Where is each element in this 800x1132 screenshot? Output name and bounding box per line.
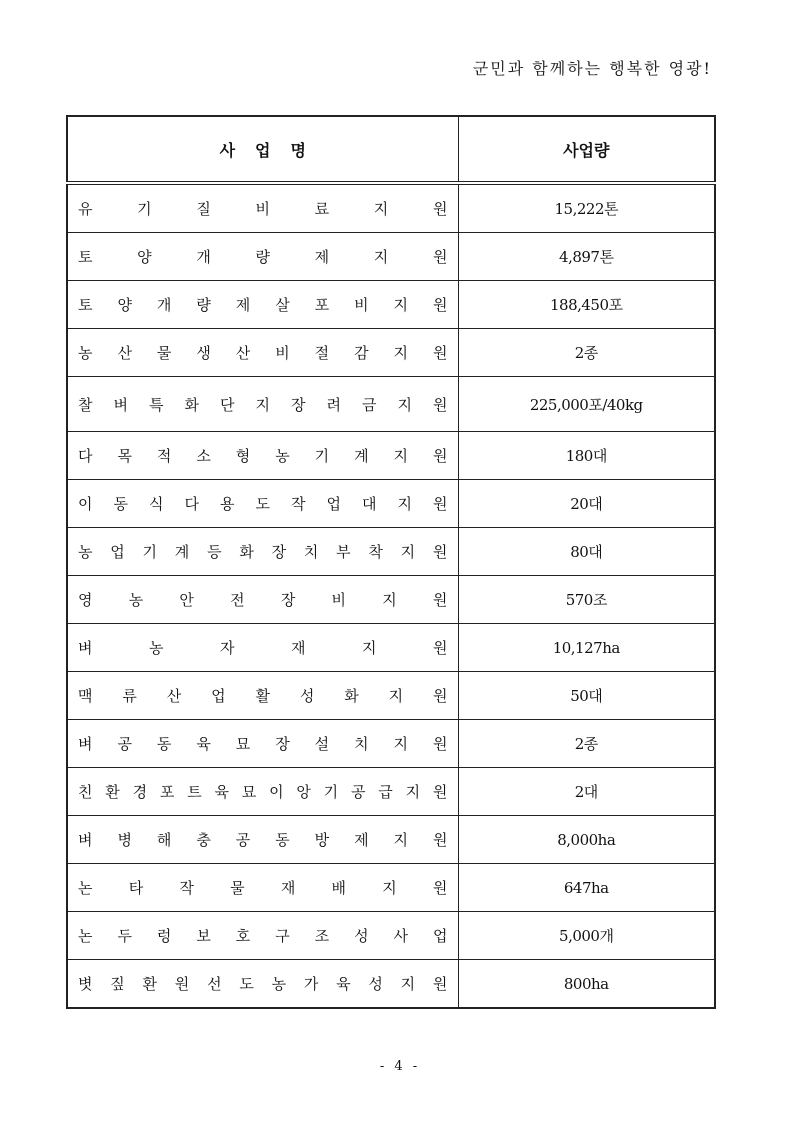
table-row: [67, 960, 715, 1009]
project-amount: 4,897톤: [458, 233, 715, 281]
project-name: 찰 벼 특 화 단 지 장 려 금 지 원: [78, 395, 448, 414]
project-name-cell: [67, 912, 458, 960]
project-name-cell: [67, 183, 458, 233]
project-amount: 225,000포/40kg: [458, 377, 715, 432]
project-amount: 2종: [458, 720, 715, 768]
project-name-cell: [67, 281, 458, 329]
table-row: [67, 233, 715, 281]
project-amount: 2대: [458, 768, 715, 816]
project-name: 농 업 기 계 등 화 장 치 부 착 지 원: [78, 543, 448, 561]
project-name: 영 농 안 전 장 비 지 원: [78, 591, 448, 609]
project-amount: 800ha: [458, 960, 715, 1009]
table-row: [67, 432, 715, 480]
project-name-cell: [67, 672, 458, 720]
table-row: [67, 624, 715, 672]
project-table: [66, 115, 716, 1009]
project-name-cell: [67, 864, 458, 912]
project-amount: 15,222톤: [458, 183, 715, 233]
table-row: [67, 912, 715, 960]
project-name: 토 양 개 량 제 지 원: [78, 248, 448, 266]
project-name: 볏 짚 환 원 선 도 농 가 육 성 지 원: [78, 975, 448, 993]
project-name-cell: [67, 720, 458, 768]
project-name-cell: [67, 480, 458, 528]
project-amount: 647ha: [458, 864, 715, 912]
table-row: [67, 377, 715, 432]
column-header-project-amount: 사업량: [458, 116, 715, 183]
table-row: [67, 480, 715, 528]
project-name-cell: [67, 768, 458, 816]
project-amount: 188,450포: [458, 281, 715, 329]
project-amount: 180대: [458, 432, 715, 480]
project-amount: 50대: [458, 672, 715, 720]
project-name: 이 동 식 다 용 도 작 업 대 지 원: [78, 495, 448, 513]
project-name: 맥 류 산 업 활 성 화 지 원: [78, 687, 448, 705]
table-row: [67, 528, 715, 576]
project-name: 토 양 개 량 제 살 포 비 지 원: [78, 296, 448, 314]
project-amount: 10,127ha: [458, 624, 715, 672]
table-row: [67, 768, 715, 816]
project-amount: 8,000ha: [458, 816, 715, 864]
project-amount: 2종: [458, 329, 715, 377]
project-name-cell: [67, 329, 458, 377]
project-name-cell: [67, 624, 458, 672]
project-name: 다 목 적 소 형 농 기 계 지 원: [78, 447, 448, 465]
project-name: 유 기 질 비 료 지 원: [78, 200, 448, 218]
project-name: 친 환 경 포 트 육 묘 이 앙 기 공 급 지 원: [78, 783, 448, 801]
project-name-cell: [67, 432, 458, 480]
project-amount: 80대: [458, 528, 715, 576]
table-row: [67, 672, 715, 720]
table-row: [67, 864, 715, 912]
project-name: 농 산 물 생 산 비 절 감 지 원: [78, 344, 448, 362]
project-name-cell: [67, 528, 458, 576]
page-number: - 4 -: [379, 1059, 421, 1074]
project-amount: 570조: [458, 576, 715, 624]
project-amount: 20대: [458, 480, 715, 528]
table-row: [67, 281, 715, 329]
header-slogan: 군민과 함께하는 행복한 영광!: [472, 59, 712, 78]
table-header-row: [67, 116, 715, 183]
project-name-cell: [67, 377, 458, 432]
column-header-project-name: 사업명: [67, 116, 458, 183]
project-name: 벼 농 자 재 지 원: [78, 639, 448, 657]
project-name-cell: [67, 576, 458, 624]
table-row: [67, 816, 715, 864]
project-name-cell: [67, 960, 458, 1009]
project-name: 벼 공 동 육 묘 장 설 치 지 원: [78, 735, 448, 753]
table-row: [67, 720, 715, 768]
table-row: [67, 329, 715, 377]
project-name: 벼 병 해 충 공 동 방 제 지 원: [78, 831, 448, 849]
project-name: 논 두 렁 보 호 구 조 성 사 업: [78, 927, 448, 945]
project-name-cell: [67, 816, 458, 864]
project-amount: 5,000개: [458, 912, 715, 960]
project-name-cell: [67, 233, 458, 281]
project-name: 논 타 작 물 재 배 지 원: [78, 879, 448, 897]
table-row: [67, 576, 715, 624]
table-row: [67, 183, 715, 233]
